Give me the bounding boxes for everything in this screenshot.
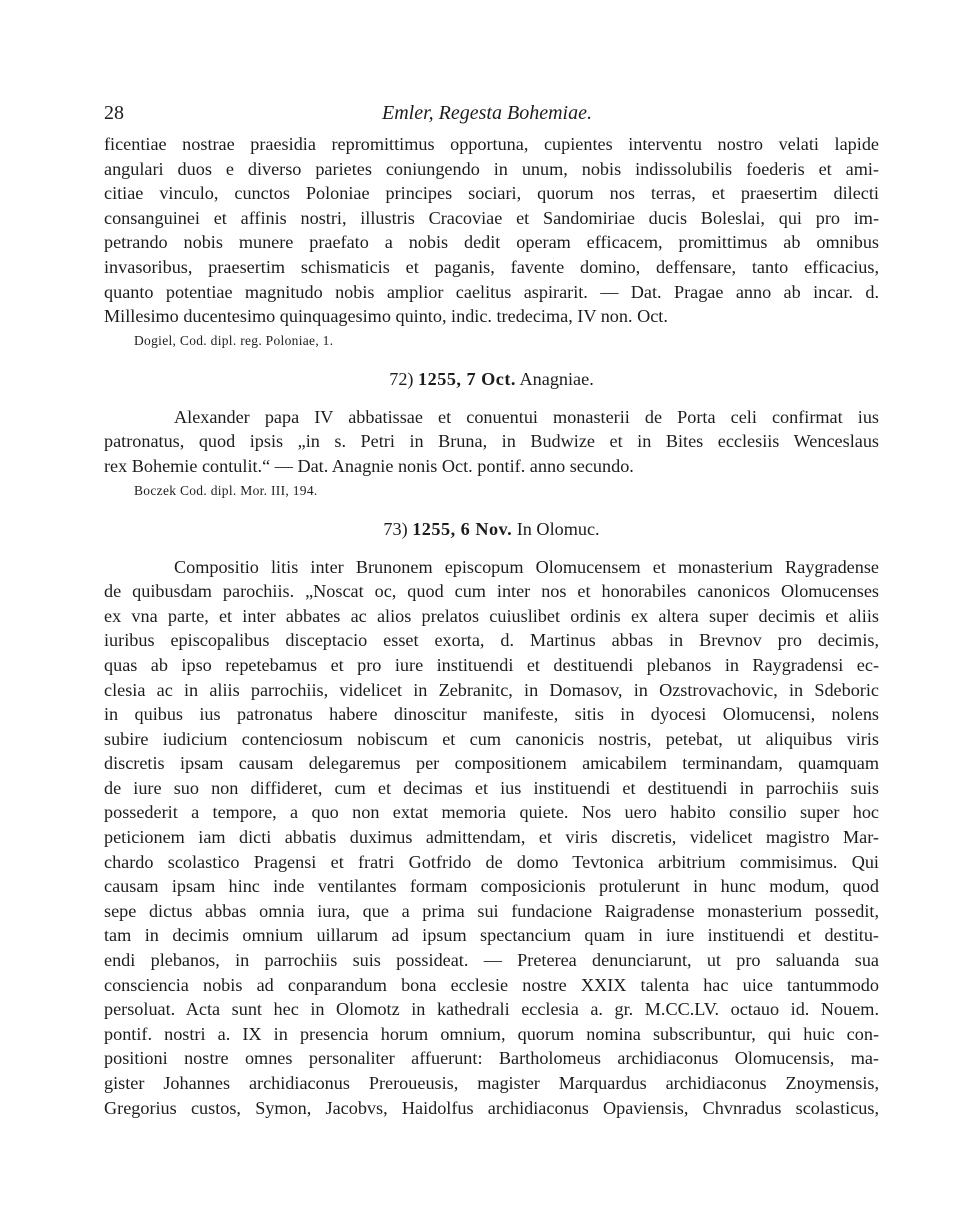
entry-heading <box>104 517 879 541</box>
source-citation: Boczek Cod. dipl. Mor. III, 194. <box>134 482 318 498</box>
text-line: peticionem iam dicti abbatis duximus admittendam, et viris discretis, videlicet magistro Mar- <box>104 827 879 848</box>
text-line: Millesimo ducentesimo quinquagesimo quinto, indic. tredecima, IV non. Oct. <box>104 306 668 327</box>
page-number: 28 <box>104 102 124 124</box>
text-line: rex Bohemie contulit.“ — Dat. Anagnie nonis Oct. pontif. anno secundo. <box>104 455 634 476</box>
text-line: in quibus ius patronatus habere dinoscitur manifeste, sitis in dyocesi Olomucensi, nolens <box>104 704 879 725</box>
text-line: persoluat. Acta sunt hec in Olomotz in kathedrali ecclesia a. gr. M.CC.LV. octauo id. Nouem. <box>104 999 879 1020</box>
document-page <box>104 102 879 1120</box>
entry-72 <box>104 367 879 501</box>
text-line: invasoribus, praesertim schismaticis et paganis, favente domino, deffensare, tanto efficacius, <box>104 256 879 277</box>
text-line: quanto potentiae magnitudo nobis amplior caelitus aspirarit. — Dat. Pragae anno ab incar. d. <box>104 281 879 302</box>
text-line: sepe dictus abbas omnia iura, que a prima sui fundacione Raigradense monasterium possedit, <box>104 900 879 921</box>
text-line: de iure suo non diffideret, cum et decimas et ius instituendi et destituendi in parrochiis suis <box>104 777 879 798</box>
text-line: pontif. nostri a. IX in presencia horum omnium, quorum nomina subscribuntur, qui huic con- <box>104 1023 879 1044</box>
text-line: clesia ac in aliis parrochiis, videlicet in Zebranitc, in Domasov, in Ozstrovachovic, in Sdeboric <box>104 679 879 700</box>
text-line: patronatus, quod ipsis „in s. Petri in Bruna, in Budwize et in Bites ecclesiis Wenceslaus <box>104 431 879 452</box>
entry-number: 72) <box>389 368 414 389</box>
text-line: petrando nobis munere praefato a nobis dedit operam efficacem, promittimus ab omnibus <box>104 232 879 253</box>
source-citation: Dogiel, Cod. dipl. reg. Poloniae, 1. <box>134 332 334 348</box>
text-line: citiae vinculo, cunctos Poloniae principes sociari, quorum nos terras, et praesertim dilecti <box>104 183 879 204</box>
text-line: ex vna parte, et inter abbates ac alios prelatos cuiuslibet ordinis ex altera super decimis et aliis <box>104 605 879 626</box>
text-line: subire iudicium contenciosum nobiscum et cum canonicis nostris, petebat, ut aliquibus viris <box>104 728 879 749</box>
text-line: possederit a tempore, a quo non extat memoria quiete. Nos uero habito consilio super hoc <box>104 802 879 823</box>
text-line: Gregorius custos, Symon, Jacobvs, Haidolfus archidiaconus Opaviensis, Chvnradus scolasticus, <box>104 1097 879 1118</box>
text-line: Compositio litis inter Brunonem episcopum Olomucensem et monasterium Raygradense <box>174 556 879 577</box>
entry-heading <box>104 367 879 391</box>
continued-entry <box>104 132 879 351</box>
text-line: causam ipsam hinc inde ventilantes formam composicionis protulerunt in hunc modum, quod <box>104 876 879 897</box>
entry-number: 73) <box>383 518 408 539</box>
text-line: tam in decimis omnium uillarum ad ipsum spectancium quam in iure instituendi et destitu- <box>104 925 879 946</box>
entry-place: Anagniae. <box>519 368 594 389</box>
text-line: consciencia nobis ad conparandum bona ecclesie nostre XXIX talenta hac uice tantummodo <box>104 974 879 995</box>
text-line: discretis ipsam causam delegaremus per compositionem amicabilem terminandam, quamquam <box>104 753 879 774</box>
text-line: endi plebanos, in parrochiis suis possideat. — Preterea denunciarunt, ut pro saluanda sua <box>104 950 879 971</box>
entry-place: In Olomuc. <box>516 518 600 539</box>
text-line: consanguinei et affinis nostri, illustris Cracoviae et Sandomiriae ducis Boleslai, qui pro im- <box>104 207 879 228</box>
text-line: gister Johannes archidiaconus Preroueusis, magister Marquardus archidiaconus Znoymensis, <box>104 1073 879 1093</box>
entry-73 <box>104 517 879 1121</box>
text-line: iuribus episcopalibus disceptacio esset exorta, d. Martinus abbas in Brevnov pro decimis, <box>104 630 879 651</box>
text-line: positioni nostre omnes personaliter affuerunt: Bartholomeus archidiaconus Olomucensis, ma- <box>104 1048 879 1069</box>
text-line: chardo scolastico Pragensi et fratri Gotfrido de domo Tevtonica arbitrium commisimus. Qui <box>104 851 879 872</box>
page-header <box>104 102 879 132</box>
text-line: quas ab ipso repetebamus et pro iure instituendi et destituendi plebanos in Raygradensi ec- <box>104 654 879 675</box>
text-line: ficentiae nostrae praesidia repromittimus opportuna, cupientes interventu nostro velati lapide <box>104 134 879 154</box>
running-title: Emler, Regesta Bohemiae. <box>382 102 592 124</box>
text-line: de quibusdam parochiis. „Noscat oc, quod cum inter nos et honorabiles canonicos Olomucenses <box>104 581 879 602</box>
text-line: angulari duos e diverso parietes coniungendo in unum, nobis indissolubilis foederis et ami- <box>104 158 879 179</box>
entry-date: 1255, 7 Oct. <box>418 368 516 389</box>
text-line: Alexander papa IV abbatissae et conuentui monasterii de Porta celi confirmat ius <box>174 406 879 427</box>
entry-date: 1255, 6 Nov. <box>412 518 513 539</box>
